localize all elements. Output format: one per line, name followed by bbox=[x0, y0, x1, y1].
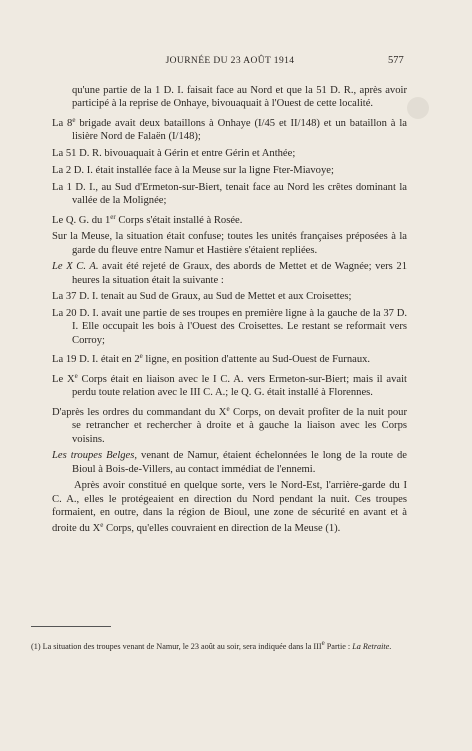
running-header: JOURNÉE DU 23 AOÛT 1914 bbox=[165, 56, 295, 66]
text-run: Le X bbox=[52, 374, 75, 385]
italic-text: Le X C. A. bbox=[52, 261, 99, 273]
text-run: D'après les ordres du commandant du X bbox=[52, 407, 227, 418]
paragraph bbox=[52, 290, 407, 303]
paragraph bbox=[52, 479, 407, 535]
text-run: La 1 D. I., au Sud d'Ermeton-sur-Biert, tenait face au Nord les crêtes dominant la vallée de la Molignée; bbox=[52, 181, 407, 206]
footnote-rule bbox=[31, 626, 111, 627]
paragraph bbox=[52, 211, 407, 227]
paragraph bbox=[52, 260, 407, 287]
paragraph bbox=[52, 350, 407, 366]
text-run: La 51 D. R. bivouaquait à Gérin et entre Gérin et Anthée; bbox=[52, 148, 296, 159]
page-number: 577 bbox=[388, 55, 404, 66]
margin-stain bbox=[407, 97, 429, 119]
text-run: Corps, on devait profiter de la nuit pour se retrancher et rechercher à droite et à gauche la liaison avec les Corps voisins. bbox=[72, 407, 407, 445]
superscript: e bbox=[72, 116, 76, 124]
superscript: er bbox=[110, 212, 116, 221]
paragraph bbox=[52, 164, 407, 177]
text-run: Corps était en liaison avec le I C. A. vers Ermeton-sur-Biert; mais il avait perdu toute relation avec le III C. A.; le Q. G. était installé à Florennes. bbox=[72, 374, 407, 399]
paragraph bbox=[52, 230, 407, 257]
text-run: . bbox=[389, 642, 392, 651]
text-run: La 19 D. I. était en 2 bbox=[52, 354, 140, 366]
text-run: Après avoir constitué en quelque sorte, vers le Nord-Est, l'arrière-garde du I C. A., elles le protégeaient en direction du Nord pendant la nuit. Ces troupes formaient, en outre, dans la région de Bioul, une zone de sécurité en avant et à droite du X bbox=[52, 480, 407, 534]
text-run: qu'une partie de la 1 D. I. faisait face au Nord et que la 51 D. R., après avoir participé à la reprise de Onhaye, bivouaquait à l'Ouest de cette localité. bbox=[72, 85, 407, 110]
text-run: La 20 D. I. avait une partie de ses troupes en première ligne à la gauche de la 37 D. I. Elle occupait les bois à l'Ouest des Croisettes. Le restant se reformait vers Corroy; bbox=[52, 308, 407, 346]
body-text bbox=[52, 84, 407, 539]
text-run: La 8 bbox=[52, 118, 73, 129]
paragraph bbox=[52, 147, 407, 160]
superscript: e bbox=[139, 352, 143, 361]
text-run: , venant de Namur, étaient échelonnées le long de la route de Bioul à Bois-de-Villers, au contact immédiat de l'ennemi. bbox=[72, 450, 408, 475]
paragraph bbox=[52, 114, 407, 144]
superscript: e bbox=[100, 521, 104, 529]
text-run: Corps, qu'elles couvraient en direction de la Meuse (1). bbox=[103, 523, 341, 534]
superscript: e bbox=[321, 639, 325, 647]
text-run: Le Q. G. du 1 bbox=[52, 214, 111, 226]
paragraph bbox=[52, 307, 407, 347]
text-run: brigade avait deux bataillons à Onhaye (I/45 et II/148) et un bataillon à la lisière Nord de Falaën (I/148); bbox=[72, 118, 407, 143]
footnote bbox=[31, 637, 407, 654]
superscript: e bbox=[74, 372, 78, 380]
superscript: e bbox=[226, 405, 230, 413]
text-run: La 2 D. I. était installée face à la Meuse sur la ligne Fter-Miavoye; bbox=[52, 164, 334, 176]
paragraph bbox=[52, 449, 407, 476]
text-run: Corps s'était installé à Rosée. bbox=[115, 214, 243, 226]
italic-text: La Retraite bbox=[352, 642, 390, 651]
text-run: avait été rejeté de Graux, des abords de Mettet et de Wagnée; vers 21 heures la situation était la suivante : bbox=[72, 261, 407, 286]
paragraph bbox=[52, 370, 407, 400]
text-run: Partie : bbox=[324, 642, 353, 651]
paragraph bbox=[52, 181, 407, 208]
paragraph bbox=[52, 84, 407, 111]
text-run: ligne, en position d'attente au Sud-Ouest de Furnaux. bbox=[142, 354, 371, 366]
text-run: Sur la Meuse, la situation était confuse; toutes les unités françaises préposées à la garde du fleuve entre Namur et Hastière s'étaient repliées. bbox=[52, 231, 407, 256]
text-run: La 37 D. I. tenait au Sud de Graux, au Sud de Mettet et aux Croisettes; bbox=[52, 291, 352, 303]
paragraph bbox=[52, 403, 407, 446]
italic-text: Les troupes Belges bbox=[52, 450, 135, 462]
text-run: (1) La situation des troupes venant de Namur, le 23 août au soir, sera indiquée dans la III bbox=[31, 642, 322, 651]
